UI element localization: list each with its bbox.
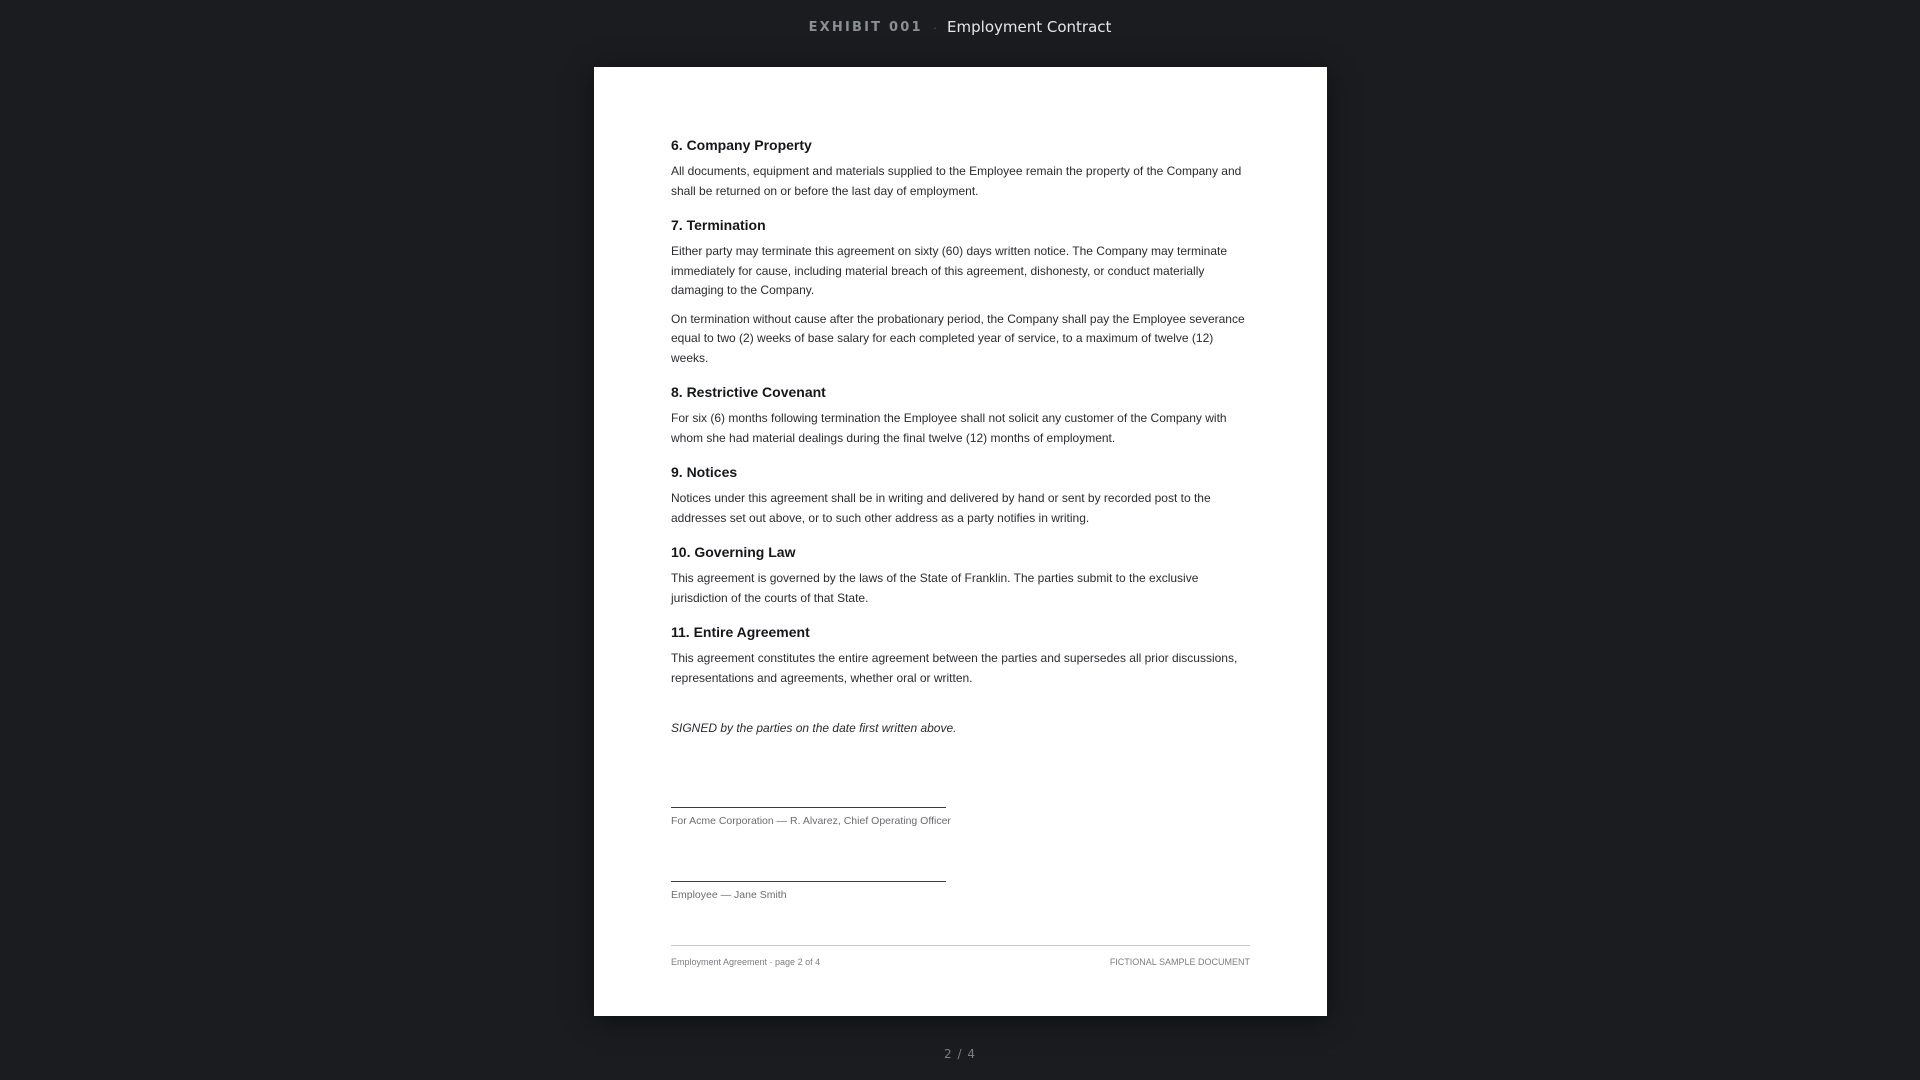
document-title: Employment Contract xyxy=(947,18,1112,36)
signature-line xyxy=(671,881,946,882)
signature-block-company xyxy=(671,807,951,827)
document-body xyxy=(671,137,1251,736)
page-indicator: 2 / 4 xyxy=(944,1047,976,1061)
signature-label: Employee — Jane Smith xyxy=(671,889,787,901)
section-heading: 6. Company Property xyxy=(671,137,812,153)
section-entire-agreement xyxy=(671,624,1251,688)
section-paragraph: This agreement constitutes the entire agreement between the parties and supersedes all prior discussions, representations and agreements, whether oral or written. xyxy=(671,651,1238,685)
section-restrictive-covenant xyxy=(671,384,1251,448)
signature-label: For Acme Corporation — R. Alvarez, Chief Operating Officer xyxy=(671,815,951,827)
section-paragraph: Notices under this agreement shall be in writing and delivered by hand or sent by recorded post to the addresses set out above, or to such other address as a party notifies in writing. xyxy=(671,491,1211,525)
section-heading: 7. Termination xyxy=(671,217,766,233)
section-heading: 8. Restrictive Covenant xyxy=(671,384,826,400)
section-paragraph: Either party may terminate this agreement on sixty (60) days written notice. The Company may terminate immediately for cause, including material breach of this agreement, dishonesty, or conduct materially damaging to the Company. xyxy=(671,244,1228,297)
footer-divider xyxy=(671,945,1250,946)
section-notices xyxy=(671,464,1251,528)
section-company-property xyxy=(671,137,1251,201)
viewer-header xyxy=(0,0,1920,54)
exhibit-label: EXHIBIT 001 xyxy=(808,19,923,35)
section-heading: 9. Notices xyxy=(671,464,738,480)
section-heading: 11. Entire Agreement xyxy=(671,624,810,640)
section-paragraph: All documents, equipment and materials supplied to the Employee remain the property of the Company and shall be returned on or before the last day of employment. xyxy=(671,164,1242,198)
footer-page-info: Employment Agreement · page 2 of 4 xyxy=(671,957,821,967)
signature-line xyxy=(671,807,946,808)
section-governing-law xyxy=(671,544,1251,608)
section-paragraph: On termination without cause after the probationary period, the Company shall pay the Employee severance equal to two (2) weeks of base salary for each completed year of service, to a maximum of twelve (12) weeks. xyxy=(671,311,1245,365)
section-termination xyxy=(671,217,1251,368)
signed-statement: SIGNED by the parties on the date first written above. xyxy=(671,721,957,735)
footer-disclaimer: FICTIONAL SAMPLE DOCUMENT xyxy=(1109,957,1250,967)
section-paragraph: For six (6) months following termination the Employee shall not solicit any customer of the Company with whom she had material dealings during the final twelve (12) months of employment. xyxy=(671,411,1227,445)
section-heading: 10. Governing Law xyxy=(671,544,796,560)
document-page xyxy=(594,67,1327,1016)
header-separator: · xyxy=(932,19,938,35)
section-paragraph: This agreement is governed by the laws of the State of Franklin. The parties submit to the exclusive jurisdiction of the courts of that State. xyxy=(671,571,1199,605)
signature-block-employee xyxy=(671,881,946,901)
